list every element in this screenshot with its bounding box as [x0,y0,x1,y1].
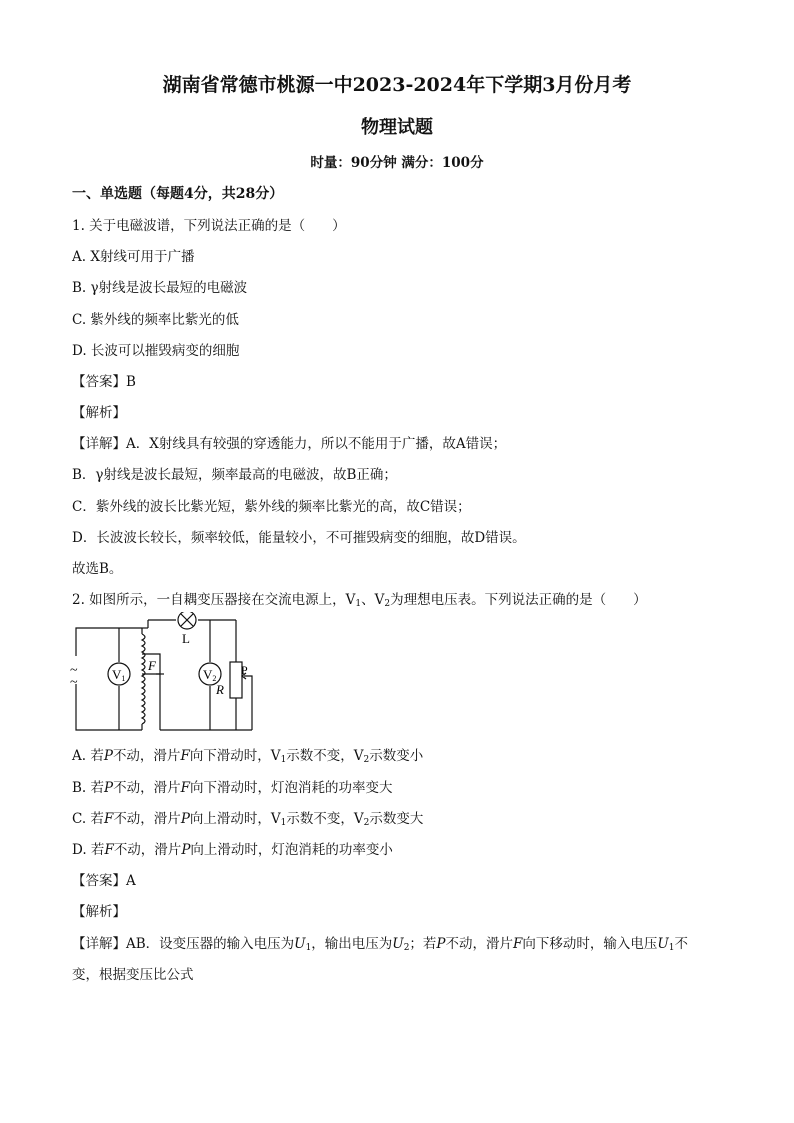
q1-detail-c: C．紫外线的波长比紫光短，紫外线的频率比紫光的高，故C错误； [72,499,471,515]
ac-source-symbol: ~ [70,663,78,678]
q2-stem: 2. 如图所示，一自耦变压器接在交流电源上，$V_1$、$V_2$为理想电压表。下列说法正确的是（ ） [72,592,647,609]
q1-option-c: C. 紫外线的频率比紫光的低 [72,312,239,328]
document-title: 湖南省常德市桃源一中2023-2024年下学期3月份月考 [162,74,632,96]
subject-title: 物理试题 [361,117,433,138]
circuit-diagram [64,612,264,736]
q2-option-b: B. 若P不动，滑片F向下滑动时，灯泡消耗的功率变大 [72,780,393,796]
q1-answer: 【答案】B [72,374,136,390]
q1-option-b: B. γ射线是波长最短的电磁波 [72,280,248,296]
lamp-label: L [182,631,190,646]
q2-answer: 【答案】A [72,873,136,889]
section-heading: 一、单选题（每题4分，共28分） [72,186,284,202]
q1-option-d: D. 长波可以摧毁病变的细胞 [72,343,240,359]
q1-detail-b: B．γ射线是波长最短，频率最高的电磁波，故B正确； [72,467,397,483]
q1-option-a: A. X射线可用于广播 [72,249,195,265]
q2-detail-line-1: 【详解】AB．设变压器的输入电压为$U_1$，输出电压为$U_2$；若P不动，滑片F向下移动时，输入电压$U_1$不 [72,936,689,953]
q2-option-a: A. 若P不动，滑片F向下滑动时，$V_1$示数不变，$V_2$示数变小 [72,748,424,765]
q1-detail-d: D．长波波长较长，频率较低，能量较小，不可摧毁病变的细胞，故D错误。 [72,530,526,546]
v2-label: V2 [203,667,217,683]
q2-option-d: D. 若F不动，滑片P向上滑动时，灯泡消耗的功率变小 [72,842,393,858]
q2-detail-line-2: 变，根据变压比公式 [72,967,194,983]
resistor-label: R [216,682,224,697]
v1-label: V1 [112,667,126,683]
exam-meta: 时量：90分钟 满分：100分 [310,155,484,171]
ac-source-symbol-2: ~ [70,675,78,690]
q2-analysis-label: 【解析】 [72,904,126,920]
slider-p-label: P [241,663,248,677]
slider-f-label: F [148,658,156,673]
q1-detail-a: 【详解】A．X射线具有较强的穿透能力，所以不能用于广播，故A错误； [72,436,507,452]
q1-stem: 1. 关于电磁波谱，下列说法正确的是（ ） [72,218,346,234]
q2-option-c: C. 若F不动，滑片P向上滑动时，$V_1$示数不变，$V_2$示数变大 [72,811,424,828]
q1-conclusion: 故选B。 [72,561,123,577]
q1-analysis-label: 【解析】 [72,405,126,421]
